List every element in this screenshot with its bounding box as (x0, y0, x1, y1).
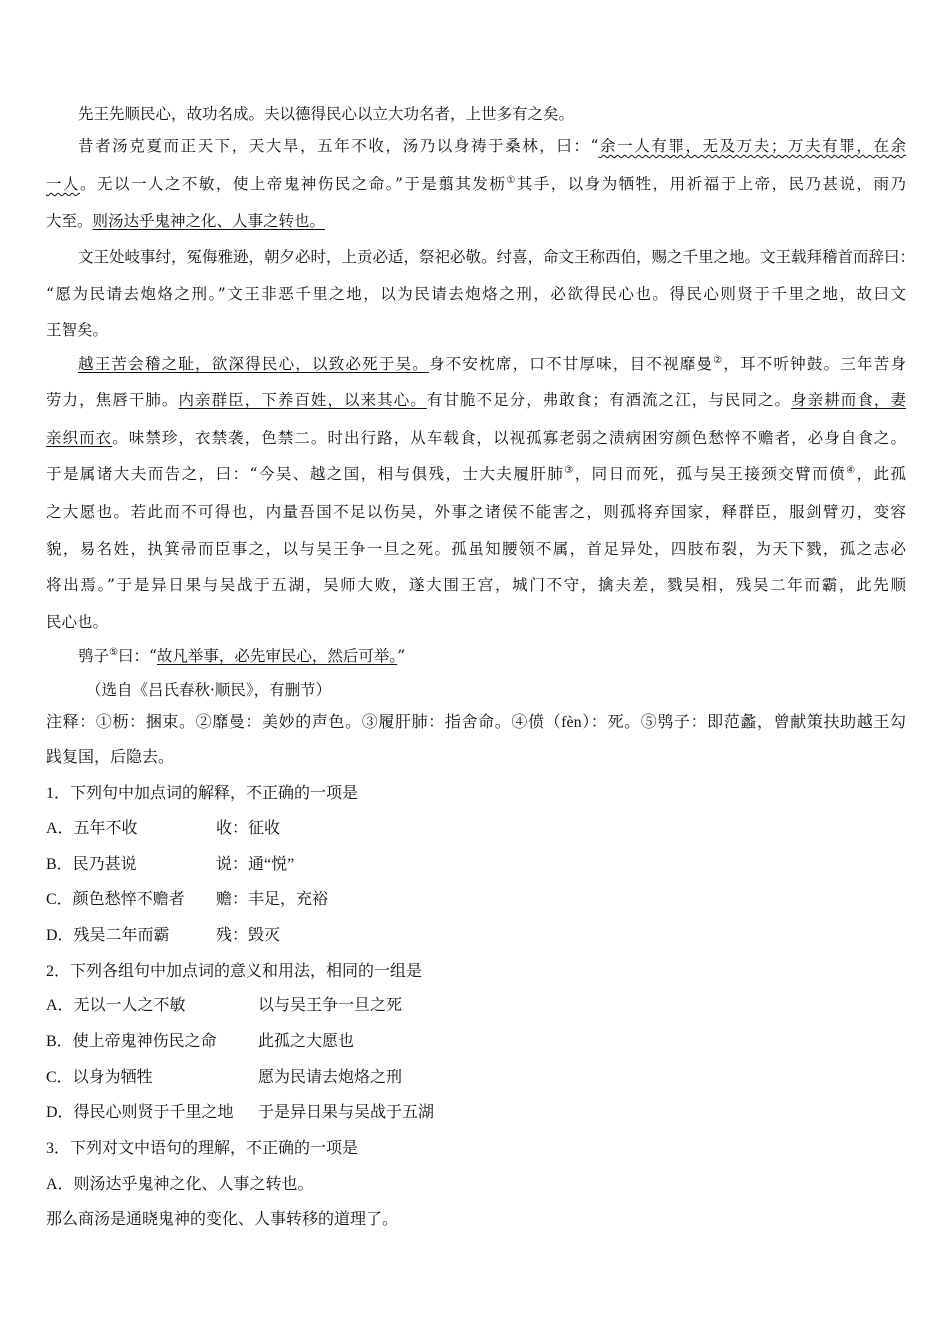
passage-line: 文王处岐事纣，冤侮雅逊，朝夕必时，上贡必适，祭祀必敬。纣喜，命文王称西伯，赐之千里之地。文王载拜稽首而辞曰： (78, 248, 916, 266)
q1-option-c: C．颜色愁悴不赡者 (46, 891, 185, 908)
q1-option-b-gloss: 说：通“悦” (216, 856, 295, 873)
passage-line: 貌，易名姓，执箕帚而臣事之，以与吴王争一旦之死。孤虽知腰领不属，首足异处，四肢布裂，为天下戮，孤之志必 (46, 540, 906, 558)
q1-option-c-gloss: 赡：丰足，充裕 (216, 891, 329, 908)
passage-line: “愿为民请去炮烙之刑。”文王非恶千里之地，以为民请去炮烙之刑，必欲得民心也。得民心则贤于千里之地，故曰文 (46, 285, 906, 303)
passage-line: 大至。则汤达乎鬼神之化、人事之转也。 (46, 212, 326, 230)
passage-line: 将出焉。”于是异日果与吴战于五湖，吴师大败，遂大围王宫，城门不守，擒夫差，戮吴相，残吴二年而霸，此先顺 (46, 576, 906, 594)
q2-option-b-pair: 此孤之大愿也 (258, 1033, 355, 1050)
passage-line: 王智矣。 (46, 321, 109, 339)
q1-option-b: B．民乃甚说 (46, 856, 137, 873)
passage-line: 鸮子⑤曰：“故凡举事，必先审民心，然后可举。” (78, 646, 406, 665)
q3-option-a-explanation: 那么商汤是通晓鬼神的变化、人事转移的道理了。 (46, 1211, 399, 1228)
passage-line: 先王先顺民心，故功名成。夫以德得民心以立大功名者，上世多有之矣。 (78, 105, 575, 123)
q2-option-d-pair: 于是异日果与吴战于五湖 (258, 1104, 435, 1121)
question-3-stem: 3．下列对文中语句的理解，不正确的一项是 (46, 1140, 359, 1157)
question-2-stem: 2．下列各组句中加点词的意义和用法，相同的一组是 (46, 963, 423, 980)
q2-option-b: B．使上帝鬼神伤民之命 (46, 1033, 217, 1050)
passage-line: 劳力，焦唇干肺。内亲群臣，下养百姓，以来其心。有甘脆不足分，弗敢食；有酒流之江，与民同之。身亲耕而食，妻 (46, 391, 906, 409)
q1-option-d-gloss: 残：毁灭 (216, 927, 281, 944)
q2-option-c-pair: 愿为民请去炮烙之刑 (258, 1069, 403, 1086)
q2-option-c: C．以身为牺牲 (46, 1069, 153, 1086)
q1-option-d: D．残吴二年而霸 (46, 927, 170, 944)
notes-line: 践复国，后隐去。 (46, 749, 175, 766)
q2-option-a-pair: 以与吴王争一旦之死 (258, 997, 403, 1014)
source-citation: （选自《吕氏春秋·顺民》，有删节） (86, 681, 332, 699)
passage-line: 昔者汤克夏而正天下，天大旱，五年不收，汤乃以身祷于桑林，曰：“余一人有罪，无及万夫；万夫有罪，在余 (78, 137, 906, 155)
q1-option-a: A．五年不收 (46, 820, 138, 837)
passage-line: 越王苦会稽之耻，欲深得民心，以致必死于吴。身不安枕席，口不甘厚味，目不视靡曼②，耳不听钟鼓。三年苦身 (78, 354, 906, 373)
question-1-stem: 1．下列句中加点词的解释，不正确的一项是 (46, 785, 359, 802)
q3-option-a: A．则汤达乎鬼神之化、人事之转也。 (46, 1176, 314, 1193)
passage-line: 于是属诸大夫而告之，曰：“今吴、越之国，相与俱残，士大夫履肝肺③，同日而死，孤与吴王接颈交臂而偾④，此孤 (46, 464, 906, 483)
q2-option-a: A．无以一人之不敏 (46, 997, 186, 1014)
passage-line: 一人。无以一人之不敏，使上帝鬼神伤民之命。”于是翦其发枥①其手，以身为牺牲，用祈福于上帝，民乃甚说，雨乃 (46, 174, 906, 193)
passage-line: 民心也。 (46, 613, 109, 631)
passage-line: 之大愿也。若此而不可得也，内量吾国不足以伤吴，外事之诸侯不能害之，则孤将弃国家，释群臣，服剑臂刃，变容 (46, 503, 906, 521)
passage-line: 亲织而衣。味禁珍，衣禁袭，色禁二。时出行路，从车载食，以视孤寡老弱之渍病困穷颜色愁悴不赡者，必身自食之。 (46, 429, 906, 447)
notes-line: 注释：①枥：捆束。②靡曼：美妙的声色。③履肝肺：指舍命。④偾（fèn）：死。⑤鸮子：即范蠡，曾献策扶助越王勾 (46, 714, 906, 731)
q2-option-d: D．得民心则贤于千里之地 (46, 1104, 234, 1121)
q1-option-a-gloss: 收：征收 (216, 820, 281, 837)
